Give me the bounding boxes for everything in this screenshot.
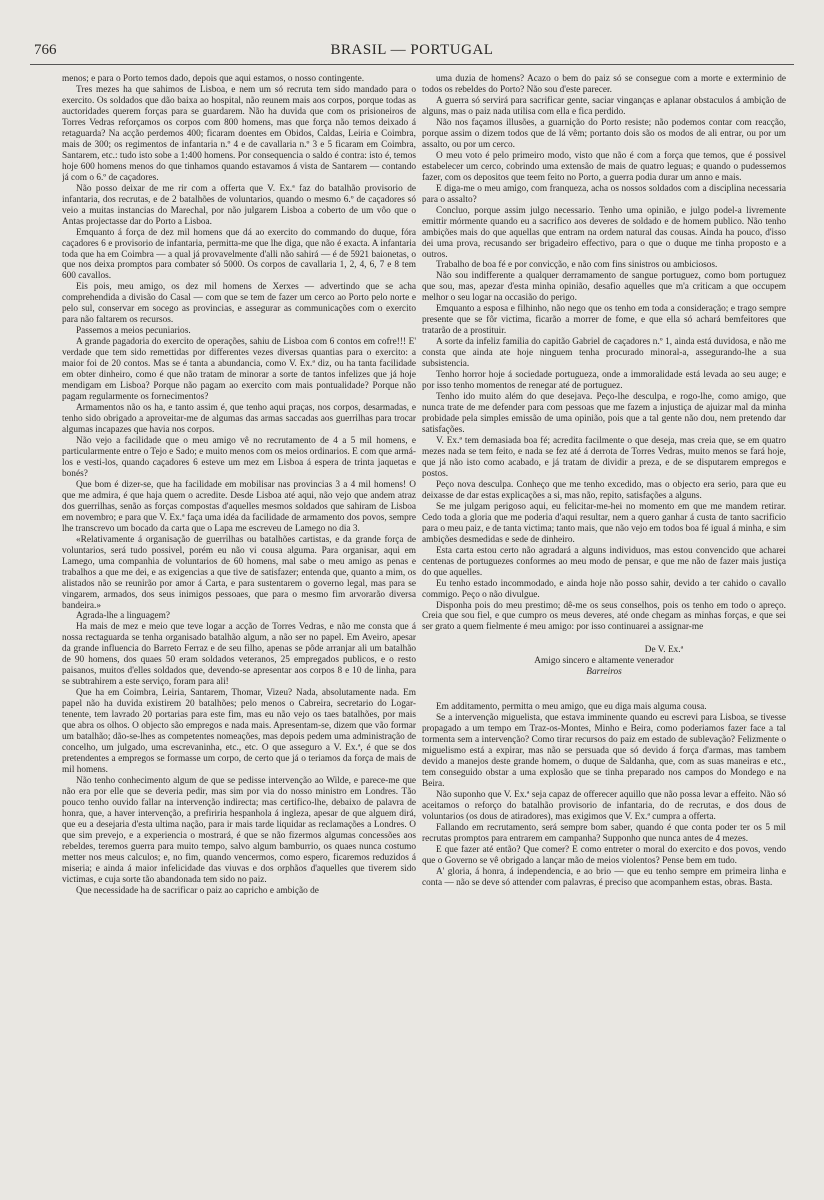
paragraph: Que necessidade ha de sacrificar o paiz ao capricho e ambição de [76, 885, 319, 896]
left-column [62, 74, 416, 1184]
paragraph: E que fazer até então? Que comer? E como entreter o moral do exercito e dos povos, vendo que o Governo se vê obrigado a lançar mão de meios violentos? Pense bem em tudo. [422, 844, 786, 866]
paragraph: A guerra só servirá para sacrificar gente, saciar vinganças e aplanar obstaculos á ambição de alguns, mas o paiz nada utilisa com ella e fica perdido. [422, 95, 786, 117]
paragraph: Que bom é dizer-se, que ha facilidade em mobilisar nas provincias 3 a 4 mil homens! O que me admira, é que haja quem o acredite. Desde Lisboa até aqui, não vejo que andem atraz dos guerrilhas, senão as forças compostas d'aquelles mesmos soldados que sahiram de Lisboa em novembro; e para que V. Ex.ª faça uma idéa da facilidade de armamento dos povos, sempre lhe transcrevo um bocado da carta que o Lapa me escreveu de Lamego no dia 3. [62, 479, 416, 534]
paragraph: Tenho ido muito além do que desejava. Peço-lhe desculpa, e rogo-lhe, como amigo, que nunca trate de me defender para com pessoas que me fazem a injustiça de ajuizar mal da minha probidade pela simples emissão de uma opinião, pois que a tal gente não dou, nem pretendo dar satisfações. [422, 392, 786, 435]
right-column [422, 74, 786, 1184]
paragraph: Eu tenho estado incommodado, e ainda hoje não posso sahir, devido a ter cahido o cavallo commigo. Peço o não divulgue. [422, 578, 786, 600]
paragraph: Emquanto a esposa e filhinho, não nego que os tenho em toda a consideração; e trago sempre presente que se fôr victima, ficarão a morrer de fome, e que ella só achará bemfeitores que tratarão de a prostituir. [422, 304, 786, 337]
paragraph: Disponha pois do meu prestimo; dê-me os seus conselhos, pois os tenho em todo o apreço. Creia que sou fiel, e que cumpro os meus deveres, até onde chegam as minhas forças, e que sei ser grato a quem fielmente é meu amigo: por isso continuarei a assignar-me [422, 600, 786, 633]
paragraph: Não vejo a facilidade que o meu amigo vê no recrutamento de 4 a 5 mil homens, e particularmente entre o Tejo e Sado; e muito menos com os meios ordinarios. E com que armá-los e vesti-los, quando caçadores 6 esteve um mez em Lisboa á espera de trinta jaquetas e bonés? [62, 435, 416, 479]
paragraph: uma duzia de homens? Acazo o bem do paiz só se consegue com a morte e exterminio de todos os rebeldes do Porto? Não sou d'este parecer. [422, 74, 786, 95]
paragraph: A sorte da infeliz familia do capitão Gabriel de caçadores n.º 1, ainda está duvidosa, e não me consta que ainda ate hoje ninguem tenha procurado minoral-a, assegurando-lhe a sua subsistencia. [422, 337, 786, 370]
paragraph: Tres mezes ha que sahimos de Lisboa, e nem um só recruta tem sido mandado para o exercito. Os soldados que dão baixa ao hospital, não reunem mais aos corpos, porque todas as auctoridades querem forças para se guardarem. Não ha duvida que com os prisioneiros de Torres Vedras reforçamos os corpos com 800 homens, mas que força não temos deixado á retaguarda? Na acção perdemos 400; ficaram doentes em Obidos, Caldas, Leiria e Coimbra, mais de 300; os regimentos de infantaria n.º 4 e de cavallaria n.º 3 e 5 ficaram em Coimbra, Santarem, etc.: tudo isto sobe a 1:400 homens. Por consequencia o saldo é contra: isto é, temos hoje 600 homens menos do que tinhamos quando estavamos á vista de Santarem — contando já com o 6.º de caçadores. [62, 84, 416, 183]
paragraph: Fallando em recrutamento, será sempre bom saber, quando é que conta poder ter os 5 mil recrutas promptos para entrarem em campanha? Supponho que nunca antes de 4 mezes. [422, 822, 786, 844]
paragraph: Não tenho conhecimento algum de que se pedisse intervenção ao Wilde, e parece-me que não era por elle que se deveria pedir, mas sim por via do nosso ministro em Londres. Tão pouco tenho ouvido fallar na intervenção indirecta; mas certifico-lhe, debaixo de palavra de honra, que, a haver intervenção, a prefiriria hespanhola á ingleza, apesar de que alguem dirá, que eu a desejaria d'esta ultima nação, para ir mais tarde liquidar as reclamações a Londres. O que sim prevejo, e a experiencia o mostrará, é que se não fizermos algumas concessões aos rebeldes, teremos guerra para muito tempo, salvo algum bamburrio, os quaes nunca costumo metter nos meus calculos; e, no fim, quando vencermos, como espero, ficaremos reduzidos á miseria; e ainda á maior infelicidade das viuvas e dos orphãos d'aquelles que tiverem sido victimas, e cuja sorte tão abandonada tem sido no paiz. [62, 776, 416, 885]
paragraph: Em additamento, permitta o meu amigo, que eu diga mais alguma cousa. [436, 702, 707, 713]
paragraph: A' gloria, á honra, á independencia, e ao brio — que eu tenho sempre em primeira linha e conta — não se deve só attender com palavras, é preciso que acompanhem estas, obras. Basta. [422, 866, 786, 888]
paragraph: A grande pagadoria do exercito de operações, sahiu de Lisboa com 6 contos em cofre!!! E' verdade que tem sido remettidas por differentes vezes diversas quantias para o exercito: a maior foi de 20 contos. Mas se é tanta a abundancia, como V. Ex.ª diz, ou ha tanta facilidade em obter dinheiro, como é que não tratam de minorar a sorte de tantos infelizes que já hoje mendigam em Lisboa? Porque não pagam ao exercito com mais pontualidade? Porque não pagam regularmente os fornecimentos? [62, 337, 416, 403]
section-spacer [422, 678, 786, 702]
signature-block [422, 645, 786, 678]
signature-closing: Amigo sincero e altamente venerador [534, 656, 674, 667]
letter-body-continued [422, 74, 786, 633]
paragraph: Se me julgam perigoso aqui, eu felicitar-me-hei no momento em que me mandem retirar. Cedo toda a gloria que me poderia d'aqui resultar, nem a quero ganhar á custa de tanto sacrificio para o meu paiz, e de tanta victima; tanto mais, que não vejo em todos boa fé igual á minha, e sim ambições desmedidas e sede de dinheiro. [422, 501, 786, 545]
paragraph: Não sou indifferente a qualquer derramamento de sangue portuguez, como bom portuguez que sou, mas, apezar d'esta minha opinião, desafio aquelles que m'a criticam a que occupem melhor o seu logar na occasião do perigo. [422, 271, 786, 304]
paragraph: Se a intervenção miguelista, que estava imminente quando eu escrevi para Lisboa, se tivesse propagado a um tempo em Traz-os-Montes, Minho e Beira, como poderiamos fazer face a tal tormenta sem a intervenção? Como tirar recursos do paiz em estado de sublevação? Felizmente o miguelismo está a expirar, mas não se persuada que só devido á força d'armas, mas tambem devido a manejos deste grande homem, o duque de Saldanha, que, com as suas maneiras e etc., tem conseguido obstar a uma explosão que se tinha preparado nos campos do Mondego e na Beira. [422, 713, 786, 790]
paragraph: Que ha em Coimbra, Leiria, Santarem, Thomar, Vizeu? Nada, absolutamente nada. Em papel não ha duvida existirem 20 batalhões; pelo menos o Cabreira, secretario do Logar-tenente, tem lavrado 20 portarias para este fim, mas eu não vejo os taes batalhões, por mais que abra os olhos. O objecto são empregos e nada mais. Apresentam-se, dizem que vão formar um batalhão; dão-se-lhes as competentes nomeações, mas depois pedem uma administração de concelho, um julgado, uma escrevaninha, etc., etc. O que asseguro a V. Ex.ª, é que se dos pretendentes a empregos se formasse um corpo, de certo que já o teriamos da força de mais de mil homens. [62, 688, 416, 776]
paragraph: Trabalho de boa fé e por convicção, e não com fins sinistros ou ambiciosos. [436, 260, 718, 271]
postscript [422, 702, 786, 888]
running-title: BRASIL — PORTUGAL [330, 42, 494, 58]
paragraph: Não posso deixar de me rir com a offerta que V. Ex.ª faz do batalhão provisorio de infantaria, dos recrutas, e de 2 batalhões de voluntarios, quando o mesmo 6.º de caçadores só veio a muitas instancias do Marechal, por não julgarem Lisboa a coberto de um vôo que o Antas projectasse dar do Porto a Lisboa. [62, 183, 416, 227]
paragraph: Passemos a meios pecuniarios. [76, 326, 191, 337]
paragraph: Esta carta estou certo não agradará a alguns individuos, mas estou convencido que acharei centenas de portuguezes conformes ao meu modo de pensar, e que me não de fazer mais justiça do que aquelles. [422, 545, 786, 578]
paragraph: Tenho horror hoje á sociedade portugueza, onde a immoralidade está levada ao seu auge; e por isso tenho momentos de renegar até de portuguez. [422, 370, 786, 392]
paragraph: «Relativamente á organisação de guerrilhas ou batalhões cartistas, e da grande força de voluntarios, será tudo possivel, porém eu não vi cousa alguma. Para organisar, aqui em Lamego, uma companhia de voluntarios de 60 homens, mal sabe o meu amigo as penas e trabalhos a que me dei, e as exigencias a que tive de satisfazer; entenda que, quanto a mim, os alistados não se reunirão por amor á Carta, e para sustentarem o governo legal, mas para se vingarem, armados, dos seus inimigos pessoaes, que para o mesmo fim arvorarão diversa bandeira.» [62, 534, 416, 611]
paragraph: Armamentos não os ha, e tanto assim é, que tenho aqui praças, nos corpos, desarmadas, e tenho sido obrigado a aproveitar-me de algumas das armas saccadas aos guerrilhas para trocar algumas incapazes que havia nos corpos. [62, 403, 416, 435]
signature-salutation: De V. Ex.ª [644, 645, 684, 656]
signature-name: Barreiros [586, 667, 622, 678]
paragraph: Ha mais de mez e meio que teve logar a acção de Torres Vedras, e não me consta que á nossa rectaguarda se tenha organisado batalhão algum, a não ser no papel. Em Aveiro, apesar da grande influencia do Barreto Ferraz e de seu filho, apenas se pôde arranjar ali um batalhão de 90 homens, dos quaes 50 eram soldados veteranos, 25 empregados publicos, e o resto paisanos, muitos d'elles soldados que, devendo-se apresentar aos corpos 8 e 10 de linha, para se subtrahirem a este serviço, foram para ali! [62, 622, 416, 688]
paragraph: Agrada-lhe a linguagem? [76, 611, 170, 622]
paragraph: Eis pois, meu amigo, os dez mil homens de Xerxes — advertindo que se acha comprehendida a divisão do Casal — com que se tem de fazer um cerco ao Porto pelo norte e pelo sul, conservar em socego as provincias, e assegurar as communicações com o exercito para não faltarem os recursos. [62, 282, 416, 326]
paragraph: E diga-me o meu amigo, com franqueza, acha os nossos soldados com a disciplina necessaria para o assalto? [422, 183, 786, 205]
paragraph: O meu voto é pelo primeiro modo, visto que não é com a força que temos, que é possivel estabelecer um cerco, cobrindo uma extensão de mais de quatro leguas; e quando o pudessemos fazer, com os depositos que teem feito no Porto, a guerra podia durar um anno e mais. [422, 150, 786, 183]
page-number: 766 [34, 42, 57, 58]
page-header [30, 40, 794, 65]
paragraph: Não suponho que V. Ex.ª seja capaz de offerecer aquillo que não possa levar a effeito. Não só aceitamos o reforço do batalhão provisorio de infantaria, do de recrutas, e dos dous de voluntarios (os dous de atiradores), mas exigimos que V. Ex.ª cumpra a offerta. [422, 790, 786, 822]
paragraph: Peço nova desculpa. Conheço que me tenho excedido, mas o objecto era serio, para que eu deixasse de dar estas explicações a si, mas não, repito, satisfações a alguns. [422, 479, 786, 501]
paragraph: menos; e para o Porto temos dado, depois que aqui estamos, o nosso contingente. [62, 74, 365, 84]
paragraph: Não nos façamos illusões, a guarnição do Porto resiste; não podemos contar com reacção, porque assim o dizem todos que de lá vêm; portanto dois são os modos de ali entrar, ou por um assalto, ou por um cerco. [422, 117, 786, 150]
paragraph: Emquanto á força de dez mil homens que dá ao exercito do commando do duque, fóra caçadores 6 e provisorio de infantaria, permitta-me que lhe diga, que não é exacta. A infantaria toda que ha em Coimbra — a qual já provavelmente d'alli não sahirá — é de 5921 baionetas, o que nos deixa promptos para combater só 5000. Os corpos de cavallaria 1, 2, 4, 6, 7 e 8 tem 600 cavallos. [62, 227, 416, 282]
paragraph: V. Ex.ª tem demasiada boa fé; acredita facilmente o que deseja, mas creia que, se em quatro mezes nada se tem feito, e nada se fez até á derrota de Torres Vedras, muito menos se fará hoje, que já não isto como acabado, e já tratam de dividir a preza, e de se disputarem empregos e postos. [422, 435, 786, 479]
paragraph: Concluo, porque assim julgo necessario. Tenho uma opinião, e julgo podel-a livremente emittir mórmente quando eu a sacrifico aos deveres de soldado e de homem publico. Não tenho ambições mais do que aquellas que entram na ordem natural das cousas. Ainda ha pouco, d'isso dei uma prova, recusando ser brigadeiro effectivo, para o que o duque me tinha proposto e a outros. [422, 205, 786, 260]
